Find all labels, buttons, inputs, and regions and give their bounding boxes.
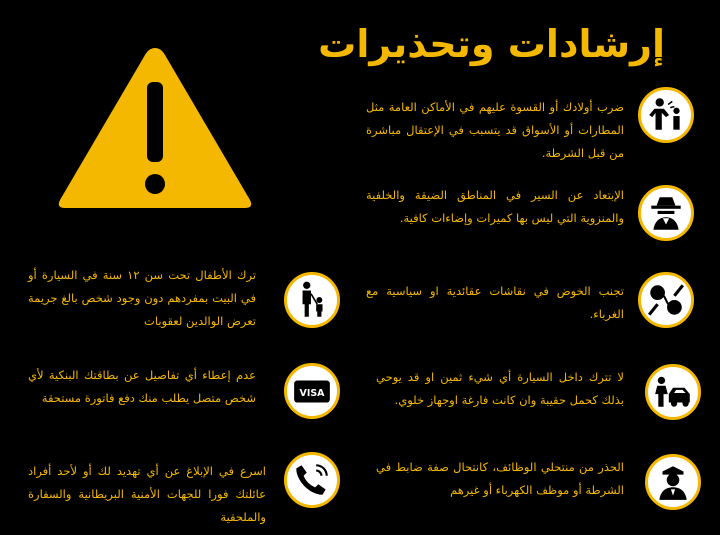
spy-icon [638, 185, 694, 241]
item-text-5: الحذر من منتحلي الوظائف، كانتحال صفة ضابط في الشرطة أو موظف الكهرباء أو غيرهم [376, 460, 624, 497]
hitting-child-icon [638, 87, 694, 143]
car-theft-icon [645, 364, 701, 420]
page-title: إرشادات وتحذيرات [318, 22, 665, 66]
item-text-2: الإبتعاد عن السير في المناطق الضيقة والخلفية والمنزوية التي ليس بها كميرات وإضاءات كافية. [366, 188, 624, 225]
item-text-6: ترك الأطفال تحت سن ١٢ سنة في السيارة أو في البيت بمفردهم دون وجود شخص بالغ جريمة تعرض الوالدين لعقوبات [28, 268, 256, 328]
visa-card-label: VISA [299, 388, 325, 400]
phone-call-icon [284, 452, 340, 508]
item-text-3: تجنب الخوض في نقاشات عقائدية او سياسية مع الغرباء. [366, 284, 624, 321]
visa-card-icon [284, 363, 340, 419]
police-officer-icon [645, 454, 701, 510]
item-text-7: عدم إعطاء أي تفاصيل عن بطاقتك البنكية لأي شخص متصل يطلب منك دفع فاتورة مستحقة [28, 368, 256, 405]
warning-icon [55, 42, 255, 212]
parent-child-icon [284, 272, 340, 328]
item-text-8: اسرع في الإبلاغ عن أي تهديد لك أو لأحد أفراد عائلتك فورا للجهات الأمنية البريطانية والسفارة والملحقية [28, 464, 266, 524]
item-text-4: لا تترك داخل السيارة أي شيء ثمين او قد يوحي بذلك كحمل حقيبة وان كانت فارغة اوجهاز خلوي. [376, 370, 624, 407]
item-text-1: ضرب أولادك أو القسوة عليهم في الأماكن العامة مثل المطارات أو الأسواق قد يتسبب في الإعتقال مباشرة من قبل الشرطة. [366, 100, 624, 160]
argument-icon [638, 272, 694, 328]
